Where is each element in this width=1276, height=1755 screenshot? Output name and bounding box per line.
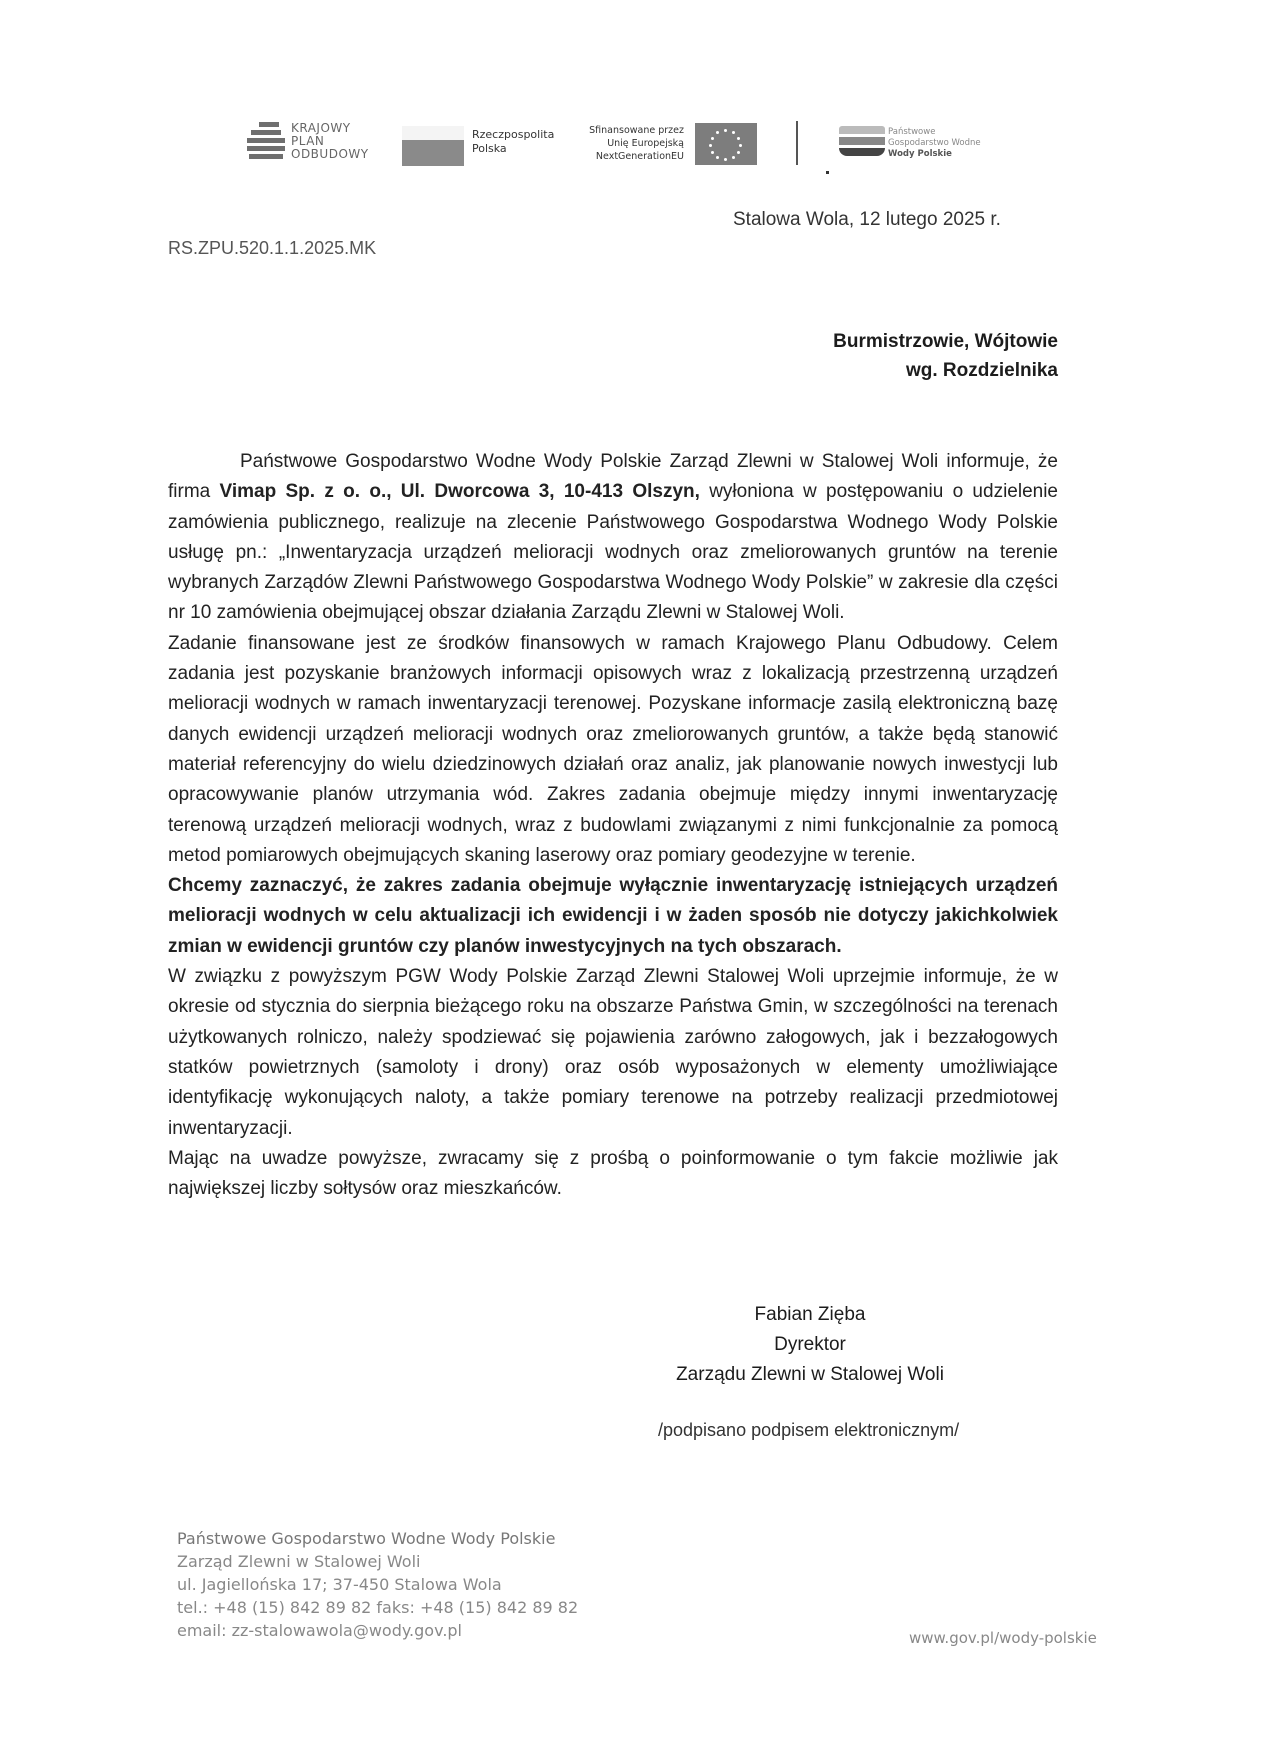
kpo-logo-icon: [247, 122, 287, 164]
footer-contact: [177, 1527, 578, 1642]
eu-funding-text: Sfinansowane przez Unię Europejską NextGenerationEU: [589, 125, 684, 162]
signatory-unit: Zarządu Zlewni w Stalowej Woli: [676, 1364, 944, 1385]
wody-polskie-logo-text: Państwowe Gospodarstwo Wodne Wody Polskie: [888, 127, 981, 159]
rp-logo-text: Rzeczpospolita Polska: [472, 128, 555, 155]
kpo-logo-text: KRAJOWY PLAN ODBUDOWY: [291, 121, 369, 161]
footer-website-link[interactable]: www.gov.pl/wody-polskie: [909, 1629, 1097, 1647]
footer-org: Państwowe Gospodarstwo Wodne Wody Polskie: [177, 1529, 556, 1548]
reference-number: RS.ZPU.520.1.1.2025.MK: [168, 238, 377, 258]
polish-flag-icon-top: [402, 126, 464, 140]
signatory-name: Fabian Zięba: [754, 1304, 866, 1325]
wody-polskie-logo-icon: [839, 126, 885, 166]
polish-flag-icon: [402, 140, 464, 166]
paragraph-5: Mając na uwadze powyższe, zwracamy się z prośbą o poinformowanie o tym fakcie możliwie jak największej liczby sołtysów oraz mieszkańców.: [168, 1147, 1058, 1200]
paragraph-1: Państwowe Gospodarstwo Wodne Wody Polskie Zarząd Zlewni w Stalowej Woli informuje, że firma Vimap Sp. z o. o., Ul. Dworcowa 3, 10-413 Olszyn, wyłoniona w postępowaniu o udzielenie zamówienia publicznego, realizuje na zlecenie Państwowego Gospodarstwa Wodnego Wody Polskie usługę pn.: „Inwentaryzacja urządzeń melioracji wodnych oraz zmeliorowanych gruntów na terenie wybranych Zarządów Zlewni Państwowego Gospodarstwa Wodnego Wody Polskie” w zakresie dla części nr 10 zamówienia obejmującej obszar działania Zarządu Zlewni w Stalowej Woli.: [168, 451, 1058, 624]
paragraph-4: W związku z powyższym PGW Wody Polskie Zarząd Zlewni Stalowej Woli uprzejmie informuje, że w okresie od stycznia do sierpnia bieżącego roku na obszarze Państwa Gmin, w szczególności na terenach użytkowanych rolniczo, należy spodziewać się pojawienia zarówno załogowych, jak i bezzałogowych statków powietrznych (samoloty i drony) oraz osób wyposażonych w elementy umożliwiające identyfikację wykonujących naloty, a także pomiary terenowe na potrzeby realizacji przedmiotowej inwentaryzacji.: [168, 966, 1058, 1139]
footer-phone: tel.: +48 (15) 842 89 82 faks: +48 (15) 842 89 82: [177, 1598, 579, 1617]
signature-block: [640, 1300, 980, 1390]
signatory-title: Dyrektor: [774, 1334, 846, 1355]
footer-unit: Zarząd Zlewni w Stalowej Woli: [177, 1552, 421, 1571]
letter-body: [168, 447, 1058, 1204]
scan-artifact: [826, 171, 829, 174]
paragraph-2: Zadanie finansowane jest ze środków finansowych w ramach Krajowego Planu Odbudowy. Celem zadania jest pozyskanie branżowych informacji opisowych wraz z lokalizacją przestrzenną urządzeń melioracji wodnych w ramach inwentaryzacji terenowej. Pozyskane informacje zasilą elektroniczną bazę danych ewidencji urządzeń melioracji wodnych oraz zmeliorowanych gruntów, a także będą stanowić materiał referencyjny do wielu dziedzinowych działań oraz analiz, jak planowanie nowych inwestycji lub opracowywanie planów utrzymania wód. Zakres zadania obejmuje między innymi inwentaryzację terenową urządzeń melioracji wodnych, wraz z budowlami związanymi z nimi funkcjonalnie za pomocą metod pomiarowych obejmujących skaning laserowy oraz pomiary geodezyjne w terenie.: [168, 632, 1058, 866]
logo-separator: [796, 121, 798, 165]
footer-address: ul. Jagiellońska 17; 37-450 Stalowa Wola: [177, 1575, 502, 1594]
eu-flag-icon: [695, 123, 757, 165]
place-date: Stalowa Wola, 12 lutego 2025 r.: [733, 209, 1001, 230]
paragraph-3-emphasis: Chcemy zaznaczyć, że zakres zadania obejmuje wyłącznie inwentaryzację istniejących urządzeń melioracji wodnych w celu aktualizacji ich ewidencji i w żaden sposób nie dotyczy jakichkolwiek zmian w ewidencji gruntów czy planów inwestycyjnych na tych obszarach.: [168, 875, 1058, 957]
addressee: Burmistrzowie, Wójtowie wg. Rozdzielnika: [833, 331, 1058, 381]
electronic-signature-note: /podpisano podpisem elektronicznym/: [658, 1420, 960, 1440]
footer-email: email: zz-stalowawola@wody.gov.pl: [177, 1621, 462, 1640]
